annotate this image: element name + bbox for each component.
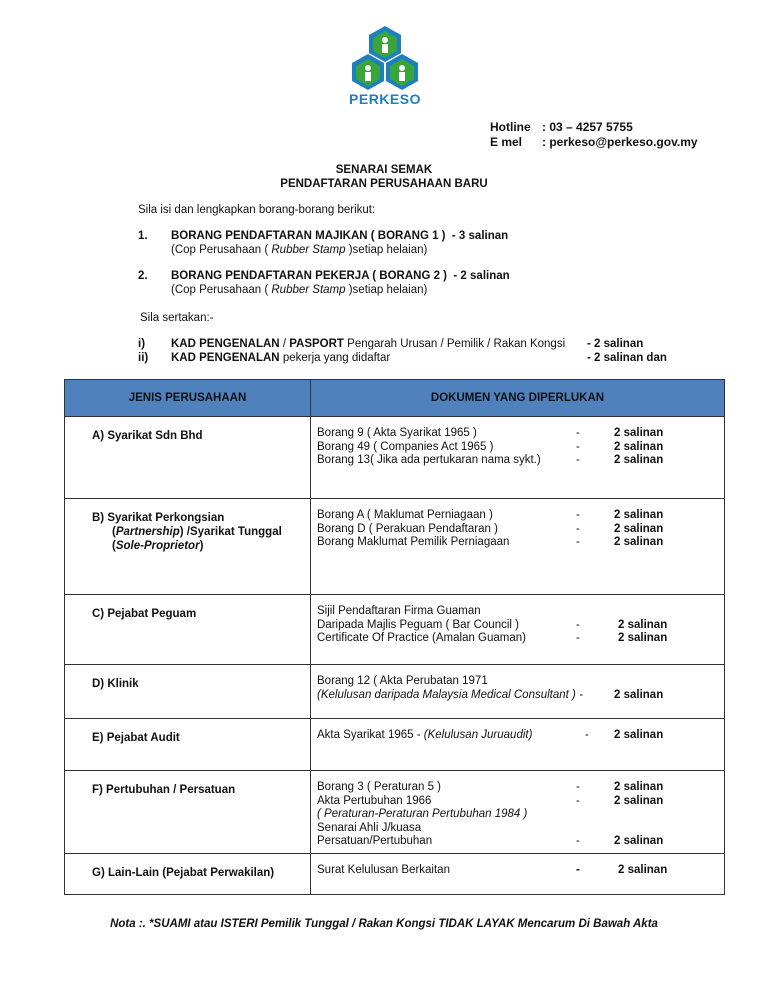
footnote-label: Nota : xyxy=(110,918,143,930)
document-line xyxy=(317,675,724,689)
category-label: A) Syarikat Sdn Bhd xyxy=(92,430,203,442)
documents-cell xyxy=(311,771,724,849)
copy-count: 2 salinan xyxy=(614,536,664,548)
table-row xyxy=(65,417,725,499)
form-count: - 3 salinan xyxy=(445,230,509,242)
table-row xyxy=(65,854,725,895)
document-line xyxy=(317,781,724,795)
copy-count: 2 salinan xyxy=(618,864,668,876)
form-number: 1. xyxy=(138,230,148,242)
form-item-2 xyxy=(138,270,148,282)
document-text: Borang 12 ( Akta Perubatan 1971 xyxy=(317,675,488,687)
category-text: ( xyxy=(112,540,116,552)
copy-count: 2 salinan xyxy=(614,509,664,521)
form-note-2 xyxy=(171,284,427,296)
attach-bold: PASPORT xyxy=(289,338,344,350)
category-label: F) Pertubuhan / Persatuan xyxy=(92,784,236,796)
document-line xyxy=(317,523,724,537)
dash: - xyxy=(576,536,580,548)
category-emphasis: Partnership xyxy=(115,526,180,538)
logo-wordmark: PERKESO xyxy=(349,91,421,107)
document-line xyxy=(317,427,724,441)
dash: - xyxy=(576,509,580,521)
table-header-row xyxy=(65,380,725,417)
hotline-value: : 03 – 4257 5755 xyxy=(542,120,633,134)
intro-text: Sila isi dan lengkapkan borang-borang berikut: xyxy=(138,204,376,216)
documents-cell xyxy=(311,417,724,468)
document-text: Senarai Ahli J/kuasa xyxy=(317,821,422,834)
dash: - xyxy=(576,781,580,793)
document-text: Daripada Majlis Peguam ( Bar Council ) xyxy=(317,618,519,631)
document-line xyxy=(317,441,724,455)
document-line xyxy=(317,509,724,523)
document-text: Borang 13( Jika ada pertukaran nama sykt.) xyxy=(317,454,541,466)
page-title: SENARAI SEMAK xyxy=(335,164,433,176)
hexagon-cubes-icon xyxy=(352,26,418,90)
category-label: D) Klinik xyxy=(92,678,139,690)
email-row xyxy=(490,135,698,149)
dash: - xyxy=(576,794,580,807)
category-line xyxy=(92,539,310,553)
documents-cell xyxy=(311,595,724,646)
copy-count: 2 salinan xyxy=(618,618,668,631)
document-line xyxy=(317,808,724,822)
attach-item-2 xyxy=(171,352,390,364)
dash: - xyxy=(576,835,580,847)
copy-count: 2 salinan xyxy=(614,454,664,466)
table-row xyxy=(65,499,725,595)
form-count: - 2 salinan xyxy=(447,270,510,282)
category-label: C) Pejabat Peguam xyxy=(92,608,197,620)
document-line xyxy=(317,822,724,836)
attach-item-1 xyxy=(171,338,565,350)
hotline-label: Hotline xyxy=(490,120,531,134)
footnote xyxy=(0,918,768,930)
document-text: Akta Syarikat 1965 - xyxy=(317,729,424,741)
copy-count: 2 salinan xyxy=(614,781,664,793)
attach-sep: / xyxy=(279,338,290,350)
copy-count: 2 salinan xyxy=(614,427,664,439)
note-emphasis: Rubber Stamp xyxy=(271,284,346,296)
dash: - xyxy=(576,618,580,631)
note-text: )setiap helaian) xyxy=(345,244,428,256)
document-text: Borang 49 ( Companies Act 1965 ) xyxy=(317,440,494,453)
category-text: ) xyxy=(199,540,204,552)
table-row xyxy=(65,665,725,719)
document-text: Borang A ( Maklumat Perniagaan ) xyxy=(317,509,493,521)
document-text: Borang D ( Perakuan Pendaftaran ) xyxy=(317,522,498,535)
copy-count: 2 salinan xyxy=(614,688,664,701)
documents-cell xyxy=(311,854,724,878)
document-line xyxy=(317,454,724,468)
form-title: BORANG PENDAFTARAN PEKERJA ( BORANG 2 ) xyxy=(171,270,448,282)
header-jenis: JENIS PERUSAHAAN xyxy=(65,380,311,417)
dash: - xyxy=(576,427,580,439)
document-text: Borang 3 ( Peraturan 5 ) xyxy=(317,781,442,793)
attach-number-1: i) xyxy=(138,338,146,350)
document-line xyxy=(317,729,724,743)
documents-cell xyxy=(311,719,724,743)
form-title-2 xyxy=(171,270,510,282)
table-row xyxy=(65,771,725,854)
category-text: ) /Syarikat Tunggal xyxy=(179,526,282,538)
dash: - xyxy=(576,632,580,644)
document-line xyxy=(317,536,724,550)
form-title-1 xyxy=(171,230,508,242)
document-line xyxy=(317,605,724,619)
document-text: (Kelulusan daripada Malaysia Medical Consultant ) - xyxy=(317,688,583,701)
category-label xyxy=(65,499,310,553)
category-text: ( xyxy=(112,526,116,538)
document-text: Persatuan/Pertubuhan xyxy=(317,835,433,847)
documents-cell xyxy=(311,665,724,702)
form-title: BORANG PENDAFTARAN MAJIKAN ( BORANG 1 ) xyxy=(171,230,446,242)
attach-rest: pekerja yang didaftar xyxy=(279,352,391,364)
dash: - xyxy=(576,864,580,876)
document-line xyxy=(317,619,724,633)
category-label: G) Lain-Lain (Pejabat Perwakilan) xyxy=(92,867,275,879)
attach-bold: KAD PENGENALAN xyxy=(171,338,280,350)
document-text: Borang Maklumat Pemilik Perniagaan xyxy=(317,536,510,548)
header-dokumen: DOKUMEN YANG DIPERLUKAN xyxy=(311,380,725,417)
document-text: Akta Pertubuhan 1966 xyxy=(317,794,432,807)
category-line xyxy=(92,525,310,539)
hotline-row xyxy=(490,120,633,134)
attach-count-1: - 2 salinan xyxy=(587,338,644,350)
footnote-text: . *SUAMI atau ISTERI Pemilik Tunggal / Rakan Kongsi TIDAK LAYAK Mencarum Di Bawah Akta xyxy=(142,918,658,930)
requirements-table xyxy=(64,379,725,895)
email-value: : perkeso@perkeso.gov.my xyxy=(542,135,698,149)
copy-count: 2 salinan xyxy=(614,729,664,741)
category-emphasis: Sole-Proprietor xyxy=(115,540,200,552)
note-emphasis: Rubber Stamp xyxy=(271,244,346,256)
dash: - xyxy=(576,440,580,453)
form-note-1 xyxy=(171,244,427,256)
document-line xyxy=(317,795,724,809)
copy-count: 2 salinan xyxy=(614,794,664,807)
table-row xyxy=(65,595,725,665)
category-line: B) Syarikat Perkongsian xyxy=(92,512,225,524)
document-line xyxy=(317,689,724,703)
document-text: Borang 9 ( Akta Syarikat 1965 ) xyxy=(317,427,477,439)
documents-cell xyxy=(311,499,724,550)
document-text: Certificate Of Practice (Amalan Guaman) xyxy=(317,632,526,644)
attach-rest: Pengarah Urusan / Pemilik / Rakan Kongsi xyxy=(343,338,566,350)
note-text: (Cop Perusahaan ( xyxy=(171,284,272,296)
dash: - xyxy=(576,454,580,466)
document-line xyxy=(317,835,724,849)
attach-count-2: - 2 salinan dan xyxy=(587,352,667,364)
document-line xyxy=(317,632,724,646)
form-item-1 xyxy=(138,230,148,242)
dash: - xyxy=(585,729,589,741)
attach-bold: KAD PENGENALAN xyxy=(171,352,280,364)
dash: - xyxy=(576,522,580,535)
document-text: ( Peraturan-Peraturan Pertubuhan 1984 ) xyxy=(317,808,528,820)
email-label: E mel xyxy=(490,135,523,149)
table-row xyxy=(65,719,725,771)
note-text: )setiap helaian) xyxy=(345,284,428,296)
document-line xyxy=(317,864,724,878)
form-number: 2. xyxy=(138,270,148,282)
category-label: E) Pejabat Audit xyxy=(92,732,180,744)
copy-count: 2 salinan xyxy=(614,440,664,453)
attach-number-2: ii) xyxy=(138,352,149,364)
copy-count: 2 salinan xyxy=(614,835,664,847)
copy-count: 2 salinan xyxy=(614,522,664,535)
document-emphasis: (Kelulusan Juruaudit) xyxy=(423,729,533,741)
note-text: (Cop Perusahaan ( xyxy=(171,244,272,256)
page-subtitle: PENDAFTARAN PERUSAHAAN BARU xyxy=(280,178,488,190)
copy-count: 2 salinan xyxy=(618,632,668,644)
attach-intro: Sila sertakan:- xyxy=(140,312,214,324)
document-text: Sijil Pendaftaran Firma Guaman xyxy=(317,605,481,617)
document-text: Surat Kelulusan Berkaitan xyxy=(317,864,450,876)
